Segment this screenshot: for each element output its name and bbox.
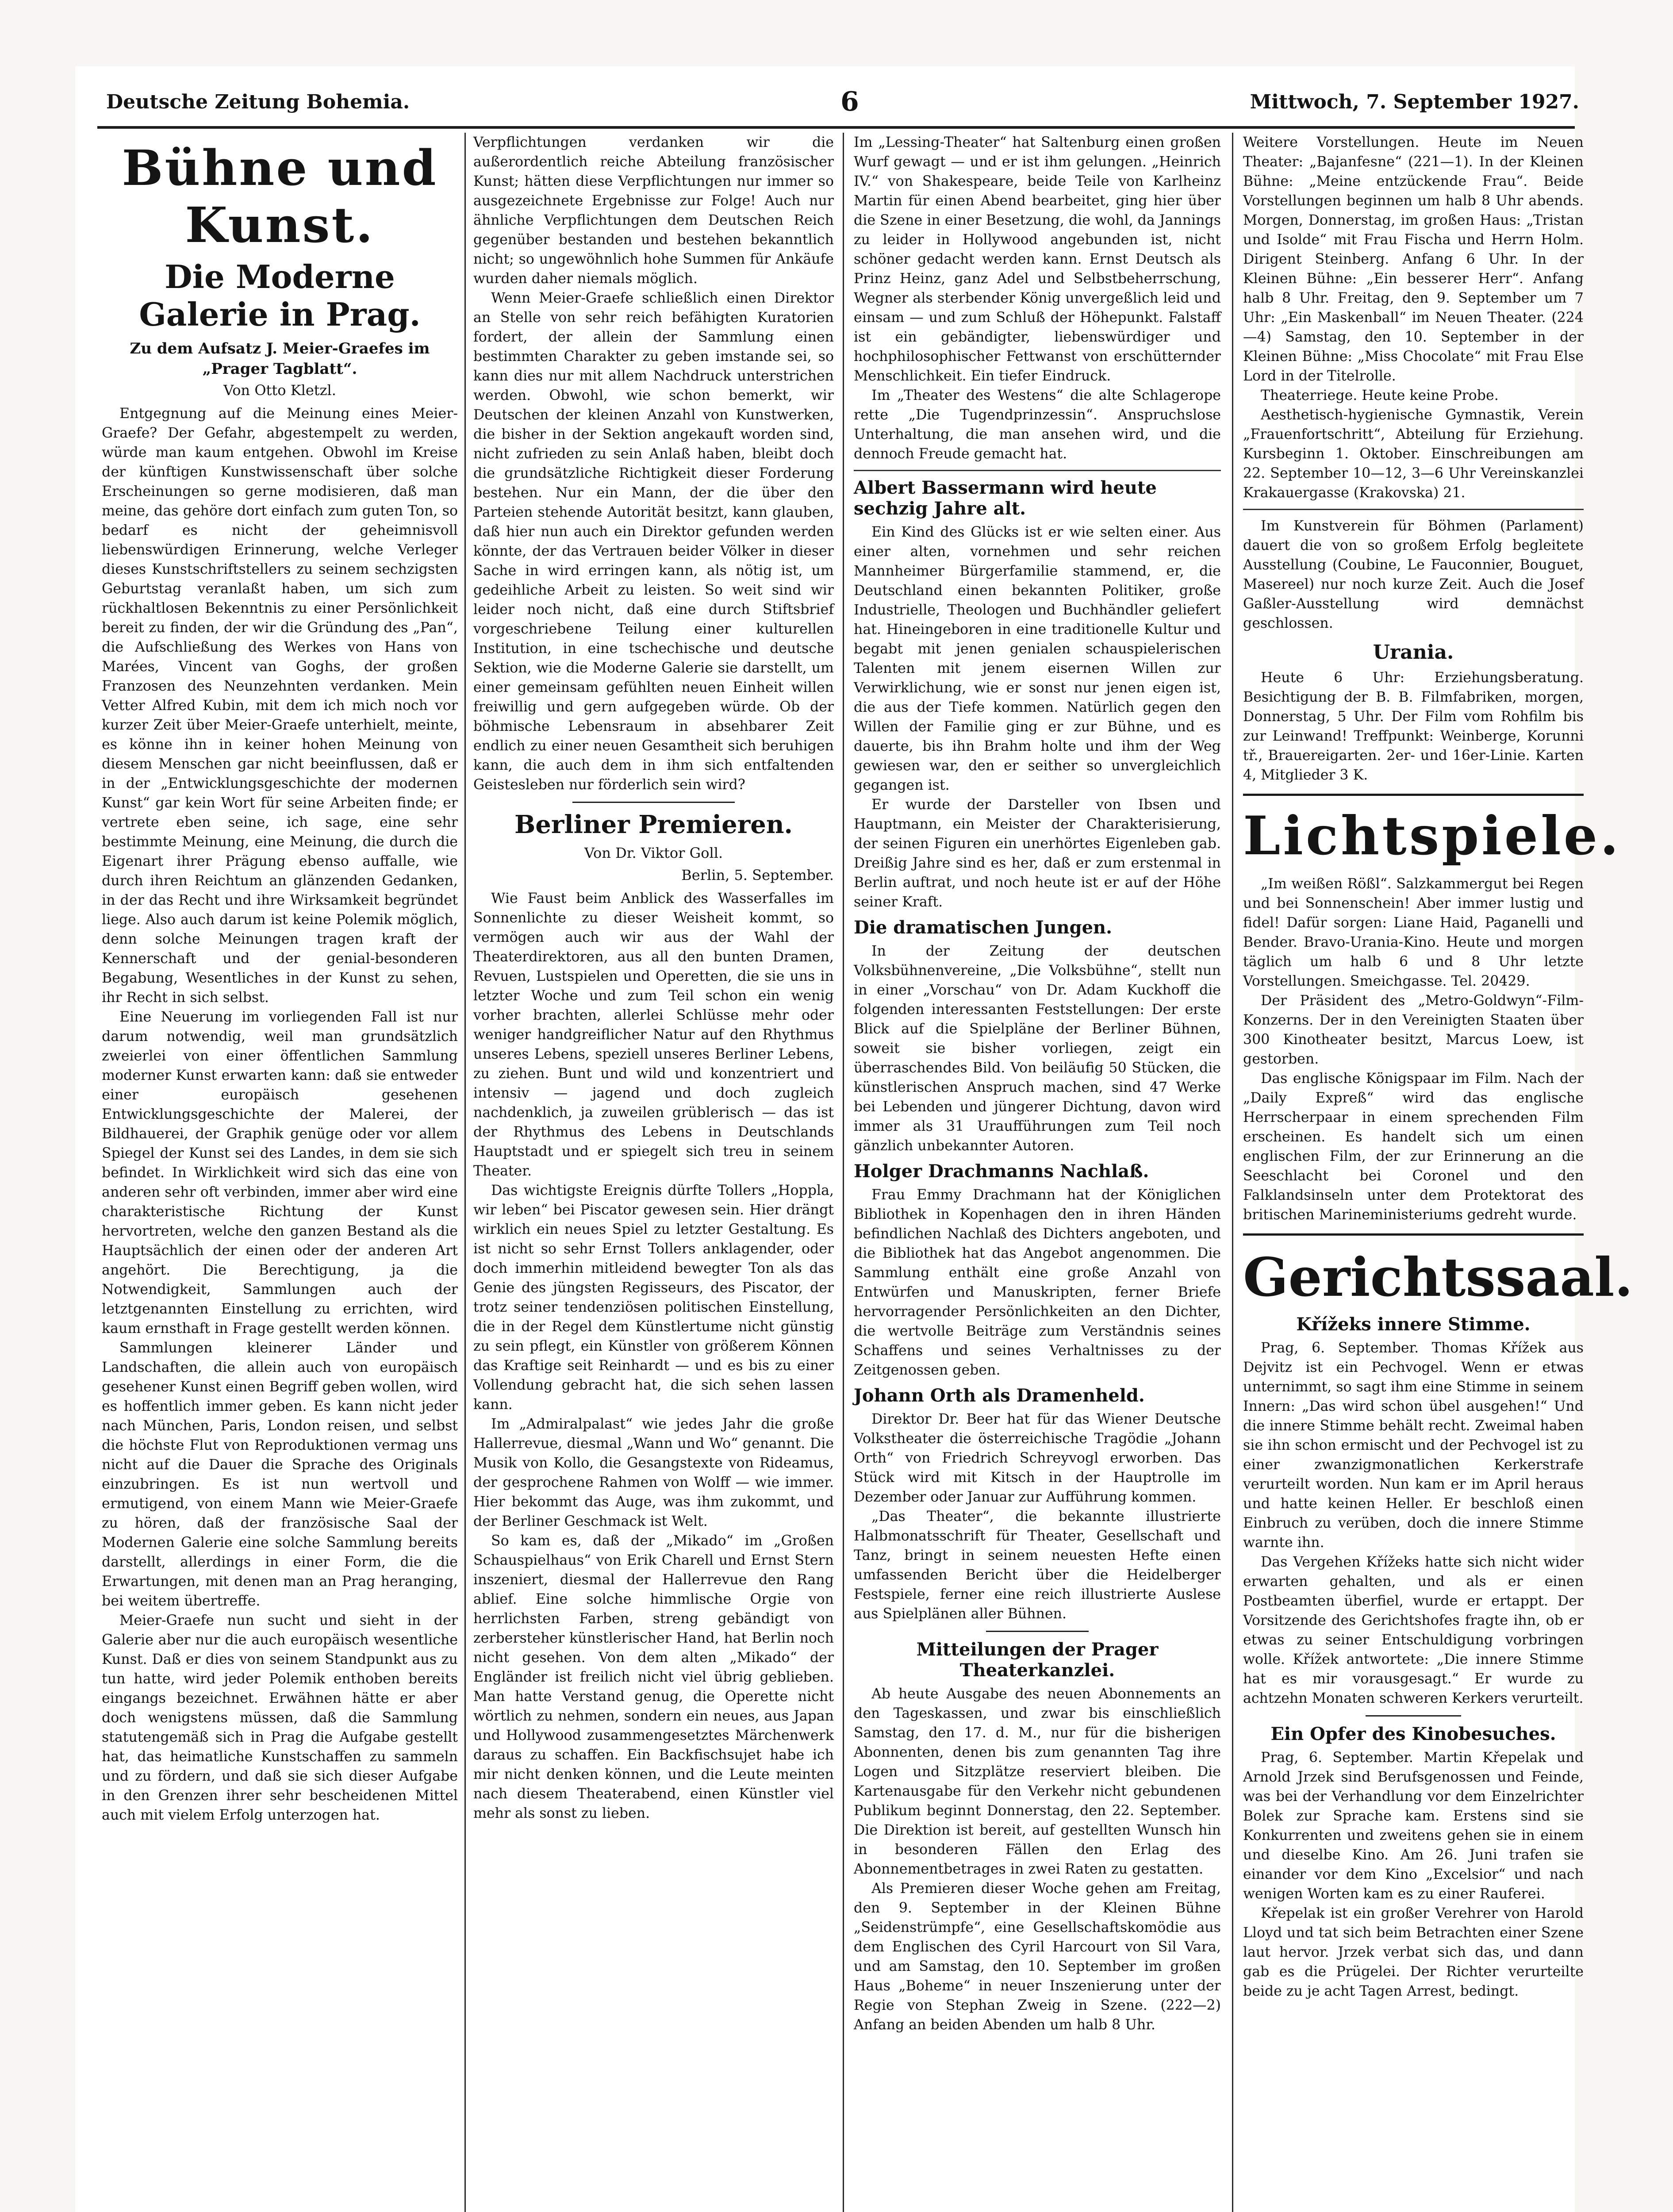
article-paragraph: In der Zeitung der deutschen Volksbühnenvereine, „Die Volksbühne“, stellt nun in einer „Vorschau“ von Dr. Adam Kuckhoff die folgenden interessanten Feststellungen: Der erste Blick auf die Spielpläne der Berliner Bühnen, soweit sie bisher vorliegen, zeigt ein überraschendes Bild. Von beiläufig 50 Stücken, die künstlerischen Anspruch machen, sind 47 Werke bei Lebenden und jüngerer Dichtung, davon wird immer als 31 Uraufführungen zum Teil noch gänzlich unbekannter Autoren. bbox=[854, 943, 1221, 1154]
column-3 bbox=[854, 133, 1221, 2212]
article-paragraph: Im Kunstverein für Böhmen (Parlament) dauert die von so großem Erfolg begleitete Ausstellung (Coubine, Le Fauconnier, Bouguet, Masereel) nur noch kurze Zeit. Auch die Josef Gaßler-Ausstellung wird demnächst geschlossen. bbox=[1243, 518, 1584, 631]
article-title: Berliner Premieren. bbox=[514, 810, 793, 839]
article-heading: Holger Drachmanns Nachlaß. bbox=[854, 1161, 1149, 1182]
article-title: Ein Opfer des Kinobesuches. bbox=[1270, 1724, 1556, 1744]
article-paragraph: Aesthetisch-hygienische Gymnastik, Verein „Frauenfortschritt“, Abteilung für Erziehung. Kursbeginn 1. Oktober. Einschreibungen am 22. September 10—12, 3—6 Uhr Vereinskanzlei Krakauergasse (Krakovska) 21. bbox=[1243, 407, 1584, 501]
column-4 bbox=[1243, 133, 1633, 2212]
article-paragraph: Das wichtigste Ereignis dürfte Tollers „Hoppla, wir leben“ bei Piscator gewesen sein. Hier drängt wirklich ein neues Spiel zu letzter Gestaltung. Es ist nicht so sehr Ernst Tollers anklagender, oder doch immerhin mitleidend bewegter Ton als das Genie des jüngsten Regisseurs, des Piscator, der trotz seiner tendenziösen politischen Einstellung, die in der Regel dem Künstlertume nicht günstig zu sein pflegt, ein Künstler von größerem Können das Kraftige seit Reinhardt — und es bis zu einer Vollendung gebracht hat, die sich sehen lassen kann. bbox=[473, 1183, 834, 1413]
article-separator bbox=[1366, 1715, 1461, 1717]
article-paragraph: „Das Theater“, die bekannte illustrierte Halbmonatsschrift für Theater, Gesellschaft und Tanz, bringt in seinem neuesten Hefte einen umfassenden Bericht über die Heidelberger Festspiele, ferner eine reich illustrierte Auslese aus Spielplänen aller Bühnen. bbox=[854, 1509, 1221, 1622]
article-paragraph: Entgegnung auf die Meinung eines Meier-Graefe? Der Gefahr, abgestempelt zu werden, würde man kaum entgehen. Obwohl im Kreise der künftigen Kunstwissenschaft über solche Erscheinungen so gerne modisieren, daß man meine, das gehöre dort einfach zum guten Ton, so bedarf es nicht der geheimnisvoll liebenswürdigen Erinnerung, welche Verleger dieses Kunstschriftstellers zu seinem sechzigsten Geburtstag veranlaßt haben, um sich zum rückhaltlosen Bekenntnis zu einer Persönlichkeit bereit zu finden, der wir die Gründung des „Pan“, die Aufschließung des Werkes von Hans von Marées, Vincent van Goghs, der großen Franzosen des Neunzehnten verdanken. Mein Vetter Alfred Kubin, mit dem ich mich noch vor kurzer Zeit über Meier-Graefe unterhielt, meinte, es könne ihn in keiner hohen Meinung von diesem Menschen gar nicht beeinflussen, daß er in der „Entwicklungsgeschichte der modernen Kunst“ gar kein Wort für seine Arbeiten finde; er vertrete eben seine, ich sage, eine sehr bestimmte Meinung, eine Meinung, die durch die Eigenart ihrer Prägung ebenso auffalle, wie durch ihren Reichtum an glänzenden Gedanken, in der das Recht und ihre Wirksamkeit begründet liege. Also auch darum ist keine Polemik möglich, denn solche Meinungen tragen kraft der Kennerschaft und der genial-besonderen Begabung, Wesentliches in der Kunst zu sehen, ihr Recht in sich selbst. bbox=[102, 406, 458, 1006]
article-paragraph: Křepelak ist ein großer Verehrer von Harold Lloyd und tat sich beim Betrachten einer Szene laut hervor. Jrzek verbat sich das, und dann gab es die Prügelei. Der Richter verurteilte beide zu je acht Tagen Arrest, bedingt. bbox=[1243, 1905, 1584, 1999]
article-byline: Von Dr. Viktor Goll. bbox=[584, 845, 723, 861]
article-paragraph: Sammlungen kleinerer Länder und Landschaften, die allein auch von europäisch gesehener Kunst einen Begriff geben wollen, wird es hoffentlich immer geben. Es kann nicht jeder nach München, Paris, London reisen, und selbst die höchste Flut von Reproduktionen vermag uns nicht auf die Dauer die Sprache des Originals einzubringen. Es ist nun wertvoll und ermutigend, von einem Mann wie Meier-Graefe zu hören, daß der französische Saal der Modernen Galerie eine solche Sammlung bereits darstellt, allerdings in einer Form, die die Erwartungen, mit denen man an Prag heranging, bei weitem übertreffe. bbox=[102, 1340, 458, 1609]
article-separator bbox=[572, 802, 735, 803]
article-separator bbox=[986, 1631, 1089, 1632]
section-rule bbox=[1243, 794, 1584, 796]
page-header bbox=[88, 82, 1579, 122]
column-divider bbox=[1232, 133, 1233, 2212]
article-paragraph: Ein Kind des Glücks ist er wie selten einer. Aus einer alten, vornehmen und sehr reichen Mannheimer Bürgerfamilie stammend, er, die Deutschland einen bekannten Politiker, große Industrielle, Theologen und Buchhändler geliefert hat. Hineingeboren in eine traditionelle Kultur und begabt mit jenen genialen schauspielerischen Talenten mit jenem eisernen Willen zur Verwirklichung, wie er sonst nur jenen eigen ist, die aus der Tiefe kommen. Natürlich gegen den Willen der Familie ging er zur Bühne, und es dauerte, bis ihn Brahm holte und ihm der Weg gewiesen war, den er seither so unvergleichlich gegangen ist. bbox=[854, 524, 1221, 793]
article-title: Křížeks innere Stimme. bbox=[1296, 1314, 1531, 1335]
article-paragraph: Das Vergehen Křížeks hatte sich nicht wider erwarten gehalten, und als er einen Postbeamten überfiel, wurde er ertappt. Der Vorsitzende des Gerichtshofes fragte ihn, ob er etwas zu seiner Entschuldigung vorbringen wolle. Křížek antwortete: „Die innere Stimme hat es mir vorausgesagt.“ Er wurde zu achtzehn Monaten schweren Kerkers verurteilt. bbox=[1243, 1554, 1584, 1706]
section-title: Lichtspiele. bbox=[1243, 805, 1621, 867]
article-paragraph: Der Präsident des „Metro-Goldwyn“-Film-Konzerns. Der in den Vereinigten Staaten über 300 Kinotheater besitzt, Marcus Loew, ist gestorben. bbox=[1243, 993, 1584, 1067]
article-byline: Von Otto Kletzl. bbox=[223, 382, 336, 399]
section-rule bbox=[1243, 1233, 1584, 1236]
article-title: Mitteilungen der Prager Theaterkanzlei. bbox=[916, 1639, 1159, 1681]
issue-date: Mittwoch, 7. September 1927. bbox=[1250, 91, 1579, 113]
column-divider bbox=[843, 133, 844, 2212]
article-paragraph: Weitere Vorstellungen. Heute im Neuen Theater: „Bajanfesne“ (221—1). In der Kleinen Bühne: „Meine entzückende Frau“. Beide Vorstellungen beginnen um halb 8 Uhr abends. Morgen, Donnerstag, im großen Haus: „Tristan und Isolde“ mit Frau Fischa und Herrn Holm. Dirigent Steinberg. Anfang 6 Uhr. In der Kleinen Bühne: „Ein besserer Herr“. Anfang halb 8 Uhr. Freitag, den 9. September um 7 Uhr: „Ein Maskenball“ im Neuen Theater. (224—4) Samstag, den 10. September in der Kleinen Bühne: „Miss Chocolate“ mit Frau Else Lord in der Titelrolle. bbox=[1243, 134, 1584, 384]
article-subhead: Zu dem Aufsatz J. Meier-Graefes im „Prager Tagblatt“. bbox=[130, 340, 430, 378]
article-paragraph: Direktor Dr. Beer hat für das Wiener Deutsche Volkstheater die österreichische Tragödie „Johann Orth“ von Friedrich Schreyvogl erworben. Das Stück wird mit Kitsch in der Hauptrolle im Dezember oder Januar zur Aufführung kommen. bbox=[854, 1411, 1221, 1505]
article-paragraph: Ab heute Ausgabe des neuen Abonnements an den Tageskassen, und zwar bis einschließlich Samstag, den 17. d. M., nur für die bisherigen Abonnenten, denen bis zum genannten Tag ihre Logen und Sitzplätze reserviert bleiben. Die Kartenausgabe für den Verkehr nicht gebundenen Publikum beginnt Donnerstag, den 22. September. Die Direktion ist bereit, auf gestellten Wunsch hin in besonderen Fällen den Erlag des Abonnementbetrages in zwei Raten zu gestatten. bbox=[854, 1686, 1221, 1877]
column-2 bbox=[473, 133, 834, 2212]
article-paragraph: Heute 6 Uhr: Erziehungsberatung. Besichtigung der B. B. Filmfabriken, morgen, Donnerstag, 5 Uhr. Der Film vom Rohfilm bis zur Leinwand! Treffpunkt: Weinberge, Korunni tř., Brauereigarten. 2er- und 16er-Linie. Karten 4, Mitglieder 3 K. bbox=[1243, 670, 1584, 783]
article-paragraph: Als Premieren dieser Woche gehen am Freitag, den 9. September in der Kleinen Bühne „Seidenstrümpfe“, eine Gesellschaftskomödie aus dem Englischen des Cyril Harcourt von Sil Vara, und am Samstag, den 10. September im großen Haus „Boheme“ in neuer Inszenierung unter der Regie von Stephan Zweig in Szene. (222—2) Anfang an beiden Abenden um halb 8 Uhr. bbox=[854, 1881, 1221, 2033]
article-paragraph: Wie Faust beim Anblick des Wasserfalles im Sonnenlichte zu dieser Weisheit kommt, so vermögen auch wir aus der Wahl der Theaterdirektoren, aus all den bunten Dramen, Revuen, Lustspielen und Operetten, die sie uns in letzter Woche und zum Teil schon ein wenig vorher brachten, allerlei Schlüsse mehr oder weniger handgreiflicher Natur auf den Rhythmus unseres Lebens, speziell unseres Berliner Lebens, zu ziehen. Bunt und wild und konzentriert und intensiv — jagend und doch zugleich nachdenklich, ja zuweilen grüblerisch — das ist der Rhythmus des Lebens in Deutschlands Hauptstadt und er spiegelt sich treu in seinem Theater. bbox=[473, 891, 834, 1179]
header-rule bbox=[97, 126, 1575, 129]
article-paragraph: Meier-Graefe nun sucht und sieht in der Galerie aber nur die auch europäisch wesentliche Kunst. Daß er dies von seinem Standpunkt aus zu tun hatte, wird jeder Polemik enthoben bereits eingangs bezeichnet. Erwähnen hätte er aber doch wenigstens müssen, daß die Sammlung statutengemäß sich in Prag die Aufgabe gestellt hat, das heimatliche Kunstschaffen zu sammeln und zu fördern, und daß sie sich dieser Aufgabe in den Grenzen ihrer sehr bescheidenen Mittel auch mit vielem Erfolg unterzogen hat. bbox=[102, 1613, 458, 1823]
article-paragraph: Frau Emmy Drachmann hat der Königlichen Bibliothek in Kopenhagen den in ihren Händen befindlichen Nachlaß des Dichters angeboten, und die Bibliothek hat das Angebot angenommen. Die Sammlung enthält eine große Anzahl von Entwürfen und Manuskripten, ferner Briefe hervorragender Persönlichkeiten an den Dichter, die wertvolle Beiträge zum Verständnis seines Schaffens und seines Verhaltnisses zu der Zeitgenossen geben. bbox=[854, 1187, 1221, 1378]
page-number: 6 bbox=[840, 86, 859, 117]
article-paragraph: Eine Neuerung im vorliegenden Fall ist nur darum notwendig, weil man grundsätzlich zweierlei von einer öffentlichen Sammlung moderner Kunst erwarten kann: daß sie entweder einer europäisch gesehenen Entwicklungsgeschichte der Malerei, der Bildhauerei, der Graphik genüge oder vor allem Spiegel der Kunst sei des Landes, in dem sie sich befindet. In Wirklichkeit wird sich das eine von anderen sehr oft verbinden, immer aber wird eine charakteristische Richtung der Kunst hervortreten, welche den ganzen Bestand als die Hauptsächlich der einen oder der anderen Art angehört. Die Berechtigung, ja die Notwendigkeit, Sammlungen auch der letztgenannten Einstellung zu errichten, wird kaum ernsthaft in Frage gestellt werden können. bbox=[102, 1009, 458, 1336]
article-heading: Johann Orth als Dramenheld. bbox=[854, 1385, 1145, 1406]
article-paragraph: Prag, 6. September. Martin Křepelak und Arnold Jrzek sind Berufsgenossen und Feinde, was bei der Verhandlung vor dem Einzelrichter Bolek zur Sprache kam. Erstens sind sie Konkurrenten und zweitens gehen sie in einem und dieselbe Kino. Am 26. Juni trafen sie einander vor dem Kino „Excelsior“ und nach wenigen Worten kam es zu einer Rauferei. bbox=[1243, 1750, 1584, 1902]
section-title: Bühne und Kunst. bbox=[122, 139, 438, 253]
article-paragraph: Theaterriege. Heute keine Probe. bbox=[1261, 388, 1499, 403]
article-paragraph: Verpflichtungen verdanken wir die außerordentlich reiche Abteilung französischer Kunst; hätten diese Verpflichtungen nur immer so ausgezeichnete Ergebnisse zur Folge! Auch nur ähnliche Verpflichtungen dem Deutschen Reich gegenüber bestanden und bestehen bekanntlich nicht; so ungewöhnlich hohe Summen für Ankäufe wurden daher niemals möglich. bbox=[473, 134, 834, 287]
article-paragraph: Im „Admiralpalast“ wie jedes Jahr die große Hallerrevue, diesmal „Wann und Wo“ genannt. Die Musik von Kollo, die Gesangstexte von Rideamus, der gesprochene Rahmen von Wolff — wie immer. Hier bekommt das Auge, was ihm zukommt, und der Berliner Geschmack ist Welt. bbox=[473, 1416, 834, 1529]
article-dateline: Berlin, 5. September. bbox=[681, 867, 834, 883]
column-1 bbox=[102, 133, 458, 2212]
article-paragraph: Im „Lessing-Theater“ hat Saltenburg einen großen Wurf gewagt — und er ist ihm gelungen. „Heinrich IV.“ von Shakespeare, beide Teile von Karlheinz Martin für einen Abend bearbeitet, ging hier über die Szene in einer Besetzung, die wohl, da Jannings zu leider in Hollywood angebunden ist, nicht schöner gedacht werden kann. Ernst Deutsch als Prinz Heinz, ganz Adel und Selbstbeherrschung, Wegner als sterbender König unvergeßlich leid und einsam — und zum Schluß der Höhepunkt. Falstaff ist ein gebändigter, liebenswürdiger und hochphilosophischer Fettwanst von erschütternder Menschlichkeit. Ein tiefer Eindruck. bbox=[854, 134, 1221, 384]
article-heading: Albert Bassermann wird heute sechzig Jahre alt. bbox=[854, 477, 1157, 519]
article-paragraph: Prag, 6. September. Thomas Křížek aus Dejvitz ist ein Pechvogel. Wenn er etwas unternimmt, so sagt ihm eine Stimme in seinem Innern: „Das wird schon übel ausgehen!“ Und die innere Stimme behält recht. Zweimal haben sie ihn schon ermischt und der Pechvogel ist zu einer zwanzigmonatlichen Kerkerstrafe verurteilt worden. Nun kam er im April heraus und hatte keinen Heller. Er beschloß einen Einbruch zu verüben, doch die innere Stimme warnte ihn. bbox=[1243, 1340, 1584, 1551]
article-paragraph: Im „Theater des Westens“ die alte Schlagerope rette „Die Tugendprinzessin“. Anspruchslose Unterhaltung, die man ansehen wird, und die dennoch Freude gemacht hat. bbox=[854, 388, 1221, 462]
article-separator bbox=[854, 470, 1221, 471]
column-divider bbox=[464, 133, 466, 2212]
article-heading: Die dramatischen Jungen. bbox=[854, 917, 1113, 938]
article-paragraph: Das englische Königspaar im Film. Nach der „Daily Expreß“ wird das englische Herrscherpaar in einem sprechenden Film erscheinen. Es handelt sich um einen englischen Film, der zur Erinnerung an die Seeschlacht bei Coronel und den Falklandsinseln unter dem Protektorat des britischen Marineministeriums gedreht wurde. bbox=[1243, 1071, 1584, 1223]
article-separator bbox=[1243, 509, 1584, 510]
article-paragraph: Er wurde der Darsteller von Ibsen und Hauptmann, ein Meister der Charakterisierung, der seinen Figuren ein unerhörtes Eigenleben gab. Dreißig Jahre sind es her, daß er zum erstenmal in Berlin auftrat, und noch heute ist er auf der Höhe seiner Kraft. bbox=[854, 797, 1221, 910]
article-paragraph: „Im weißen Rößl“. Salzkammergut bei Regen und bei Sonnenschein! Aber immer lustig und fidel! Dafür sorgen: Liane Haid, Paganelli und Bender. Bravo-Urania-Kino. Heute und morgen täglich um halb 6 und 8 Uhr letzte Vorstellungen. Smeichgasse. Tel. 20429. bbox=[1243, 876, 1584, 989]
newspaper-name: Deutsche Zeitung Bohemia. bbox=[106, 91, 410, 113]
article-paragraph: Wenn Meier-Graefe schließlich einen Direktor an Stelle von sehr reich befähigten Kuratorien fordert, der allein der Sammlung einen bestimmten Charakter zu geben imstande sei, so kann dies nur mit allem Nachdruck unterstrichen werden. Obwohl, wie schon bemerkt, wir Deutschen der kleinen Anzahl von Kunstwerken, die bisher in der Sektion angekauft worden sind, nicht zufrieden zu sein Anlaß haben, bleibt doch die grundsätzliche Richtigkeit dieser Forderung bestehen. Nur ein Mann, der die über den Parteien stehende Autorität besitzt, kann glauben, daß hier nun auch ein Direktor gefunden werden könnte, der das Vertrauen beider Völker in dieser Sache in wird erringen kann, als nötig ist, um gedeihliche Arbeit zu leisten. So weit sind wir leider noch nicht, daß eine durch Stiftsbrief vorgeschriebene Teilung einer kulturellen Institution, in eine tschechische und deutsche Sektion, wie die Moderne Galerie sie darstellt, um einer gemeinsam gefühlten neuen Einheit willen freiwillig und gern aufgegeben würde. Ob der böhmische Lebensraum in absehbarer Zeit endlich zu einer neuen Gesamtheit sich beruhigen kann, die auch dem in ihm sich entfaltenden Geistesleben nur förderlich sein wird? bbox=[473, 290, 834, 793]
article-title: Urania. bbox=[1373, 641, 1454, 664]
article-title: Die Moderne Galerie in Prag. bbox=[139, 258, 421, 333]
article-paragraph: So kam es, daß der „Mikado“ im „Großen Schauspielhaus“ von Erik Charell und Ernst Stern inszeniert, diesmal der Hallerrevue den Rang ablief. Eine solche himmlische Orgie von herrlichsten Farben, streng gebändigt von zerbersteher künstlerischer Hand, hat Berlin noch nicht gesehen. Von dem alten „Mikado“ der Engländer ist freilich nicht viel übrig geblieben. Man hatte Verstand genug, die Operette nicht wörtlich zu nehmen, sondern ein neues, aus Japan und Hollywood zusammengesetztes Märchenwerk daraus zu schaffen. Ein Backfischsujet habe ich mir nicht denken können, und die Leute meinten nach diesem Theaterabend, einen Künstler viel mehr als sonst zu lieben. bbox=[473, 1533, 834, 1821]
section-title: Gerichtssaal. bbox=[1243, 1246, 1633, 1309]
